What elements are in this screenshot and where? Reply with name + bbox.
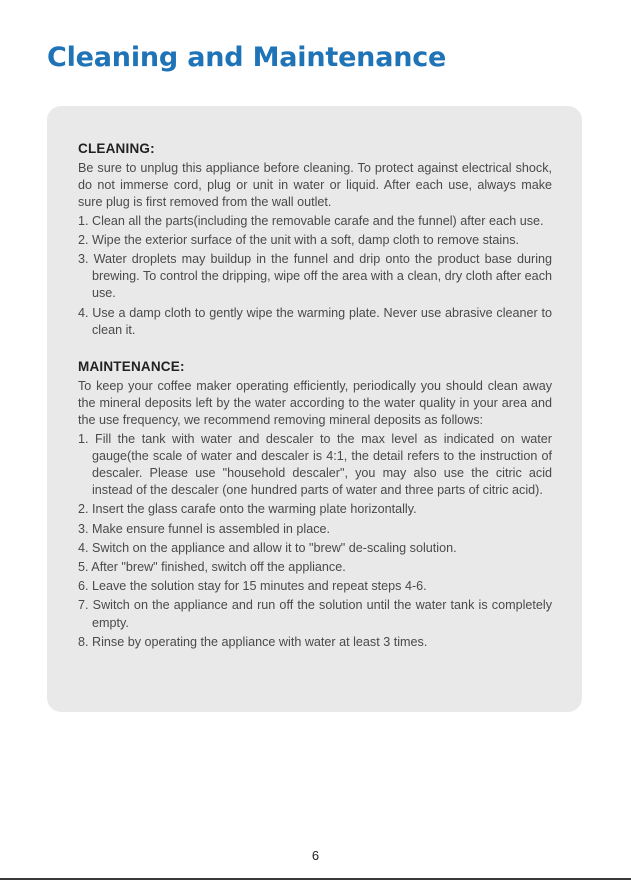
cleaning-step: 4. Use a damp cloth to gently wipe the warming plate. Never use abrasive cleaner to clean it. xyxy=(78,305,552,337)
maintenance-intro: To keep your coffee maker operating efficiently, periodically you should clean away the mineral deposits left by the water according to the water quality in your area and the use frequency, we recommend removing mineral deposits as follows: xyxy=(78,379,552,428)
maintenance-step: 5. After "brew" finished, switch off the appliance. xyxy=(78,560,346,575)
content-panel xyxy=(47,106,582,712)
cleaning-step: 1. Clean all the parts(including the removable carafe and the funnel) after each use. xyxy=(78,213,544,228)
maintenance-step: 3. Make ensure funnel is assembled in place. xyxy=(78,521,331,536)
maintenance-heading: MAINTENANCE: xyxy=(78,359,185,375)
cleaning-intro: Be sure to unplug this appliance before cleaning. To protect against electrical shock, do not immerse cord, plug or unit in water or liquid. After each use, always make sure plug is first removed from the wall outlet. xyxy=(78,161,552,210)
maintenance-step: 4. Switch on the appliance and allow it to "brew" de-scaling solution. xyxy=(78,540,457,555)
cleaning-step: 2. Wipe the exterior surface of the unit with a soft, damp cloth to remove stains. xyxy=(78,232,519,247)
maintenance-step: 7. Switch on the appliance and run off the solution until the water tank is completely empty. xyxy=(78,598,552,630)
maintenance-step: 1. Fill the tank with water and descaler to the max level as indicated on water gauge(the scale of water and descaler is 4:1, the detail refers to the instruction of descaler. Please use "household descaler", you may also use the citric acid instead of the descaler (one hundred parts of water and three parts of citric acid). xyxy=(78,431,552,498)
cleaning-steps xyxy=(78,213,552,339)
footer-rule xyxy=(0,878,631,880)
page-title: Cleaning and Maintenance xyxy=(47,42,447,73)
maintenance-step: 2. Insert the glass carafe onto the warming plate horizontally. xyxy=(78,502,417,517)
cleaning-heading: CLEANING: xyxy=(78,141,155,156)
maintenance-steps xyxy=(78,431,552,651)
maintenance-step: 8. Rinse by operating the appliance with water at least 3 times. xyxy=(78,634,428,649)
page-number: 6 xyxy=(311,848,320,863)
cleaning-step: 3. Water droplets may buildup in the funnel and drip onto the product base during brewing. To control the dripping, wipe off the area with a clean, dry cloth after each use. xyxy=(78,252,552,301)
maintenance-step: 6. Leave the solution stay for 15 minutes and repeat steps 4-6. xyxy=(78,579,427,594)
